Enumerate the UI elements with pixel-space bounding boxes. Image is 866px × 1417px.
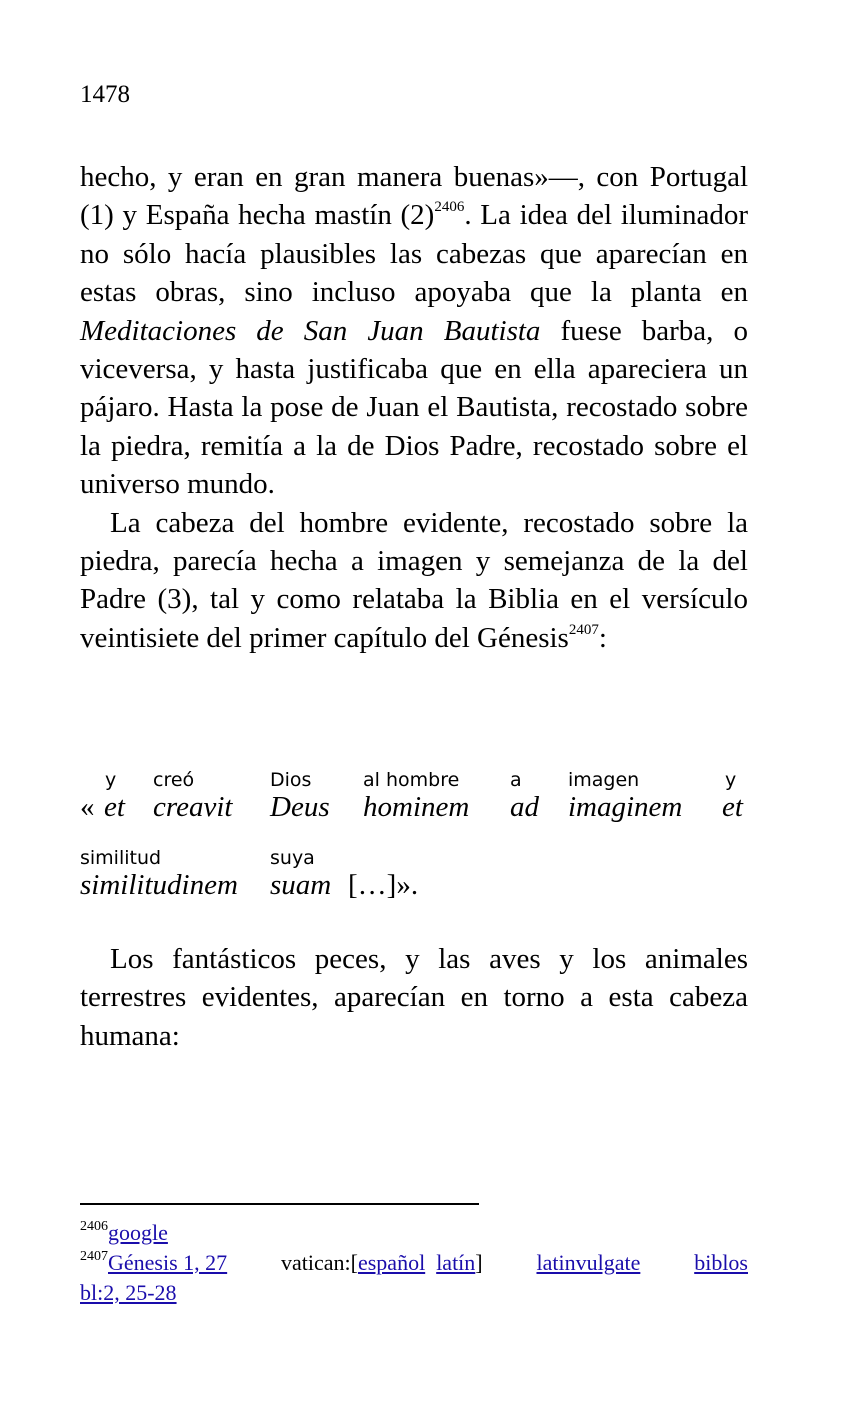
gloss-word: imagen <box>568 769 640 791</box>
paragraph-text: hecho, y eran en gran manera buenas»—, con Portugal (1) y España hecha mastín (2) <box>80 161 748 232</box>
google-link[interactable]: google <box>108 1220 168 1245</box>
interlinear-line <box>80 846 748 926</box>
page-number: 1478 <box>80 81 130 108</box>
open-quote: « <box>80 791 95 823</box>
gloss-word: a <box>510 769 522 791</box>
latin-link[interactable]: latín <box>436 1250 476 1275</box>
footnote-number: 2407 <box>80 1249 108 1264</box>
latin-word: similitudinem <box>80 869 238 901</box>
bracket-close: ] <box>475 1250 483 1275</box>
paragraph: Los fantásticos peces, y las aves y los animales terrestres evidentes, aparecían en torno a esta cabeza humana: <box>80 943 748 1052</box>
gloss-word: y <box>105 769 117 791</box>
footnote-divider <box>80 1203 479 1205</box>
latin-word: creavit <box>153 791 233 823</box>
latin-word: suam <box>270 869 332 901</box>
gloss-word: creó <box>153 769 195 791</box>
genesis-link[interactable]: Génesis 1, 27 <box>108 1250 228 1275</box>
latin-word: Deus <box>270 791 330 823</box>
main-text <box>80 158 748 657</box>
latin-word: imaginem <box>568 791 683 823</box>
espanol-link[interactable]: español <box>357 1250 426 1275</box>
italic-title: Meditaciones de San Juan Bautista <box>80 314 541 347</box>
gloss-word: Dios <box>270 769 312 791</box>
latin-word: et <box>104 791 125 823</box>
paragraph-text: . La idea del iluminador no sólo hacía plausibles las cabezas que aparecían en estas obras, sino incluso apoyaba que la planta en <box>80 199 748 309</box>
footnote-2406 <box>80 1218 748 1248</box>
gloss-word: y <box>725 769 737 791</box>
footnote-ref-group <box>80 1248 227 1278</box>
main-text <box>80 940 748 1055</box>
bl-link[interactable]: bl:2, 25-28 <box>80 1280 177 1305</box>
gloss-word: similitud <box>80 847 162 869</box>
footnote-2407 <box>80 1248 748 1278</box>
latin-word: hominem <box>363 791 470 823</box>
latinvulgate-link[interactable]: latinvulgate <box>536 1250 641 1275</box>
footnote-ref: 2407 <box>568 621 599 638</box>
quote-tail: […]». <box>348 869 419 901</box>
paragraph-text: : <box>598 621 607 654</box>
footnote-continuation <box>80 1278 748 1308</box>
footnote-number: 2406 <box>80 1219 108 1234</box>
latin-word: ad <box>510 791 539 823</box>
gloss-word: suya <box>270 847 315 869</box>
footnotes <box>80 1218 748 1308</box>
vatican-label: vatican:[ <box>281 1250 358 1275</box>
vatican-group <box>281 1248 483 1278</box>
interlinear-quote <box>80 768 748 848</box>
biblos-link[interactable]: biblos <box>694 1250 748 1275</box>
latin-word: et <box>722 791 743 823</box>
paragraph-text: fuese barba, o viceversa, y hasta justificaba que en ella apareciera un pájaro. Hasta la pose de Juan el Bautista, recostado sobre la piedra, remitía a la de Dios Padre, recostado sobre el universo mundo. <box>80 314 748 501</box>
gloss-word: al hombre <box>363 769 460 791</box>
interlinear-quote <box>80 846 748 926</box>
footnote-ref: 2406 <box>434 199 465 216</box>
paragraph-text: La cabeza del hombre evidente, recostado sobre la piedra, parecía hecha a imagen y semejanza de la del Padre (3), tal y como relataba la Biblia en el versículo veintisiete del primer capítulo del Génesis <box>80 506 748 654</box>
interlinear-line <box>80 768 748 848</box>
paragraph <box>80 504 748 658</box>
paragraph <box>80 158 748 504</box>
